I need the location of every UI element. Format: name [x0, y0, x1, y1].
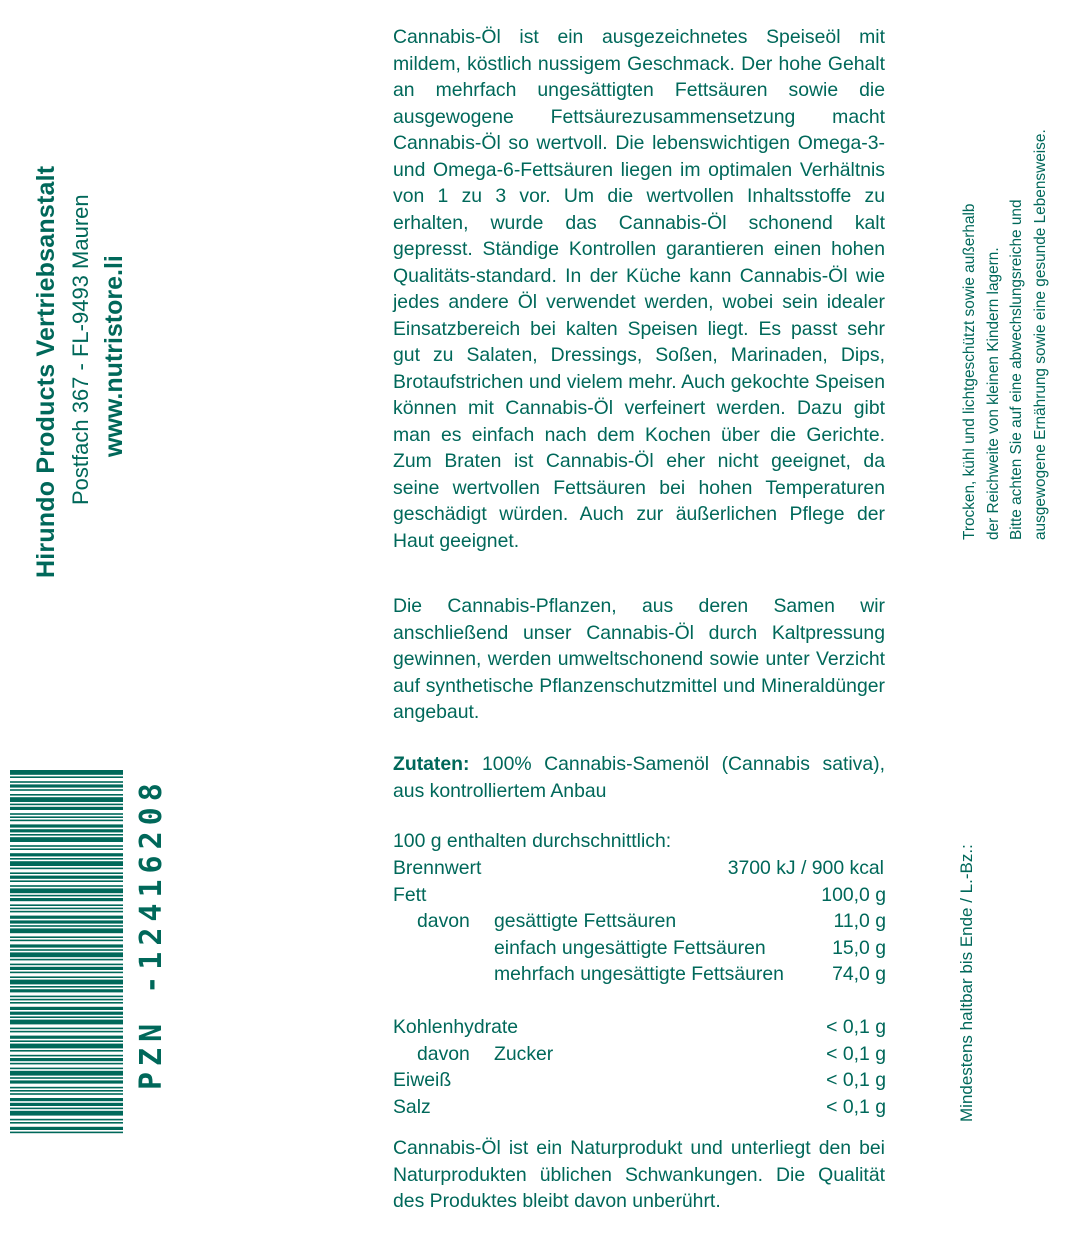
barcode-bar [10, 920, 123, 923]
barcode-bar [10, 845, 123, 847]
barcode-bar [10, 904, 123, 906]
barcode-bar [10, 1020, 123, 1025]
barcode-bar [10, 1132, 123, 1134]
barcode-bar [10, 848, 123, 850]
barcode-bar [10, 885, 123, 887]
barcode-bar [10, 813, 123, 815]
barcode-bar [10, 1050, 123, 1052]
barcode-bar [10, 1058, 123, 1061]
barcode-bar [10, 1098, 123, 1101]
barcode-bar [10, 853, 123, 856]
barcode-bar [10, 824, 123, 827]
barcode-bar [10, 999, 123, 1001]
barcode-bar [10, 1028, 123, 1030]
storage-line: Bitte achten Sie auf eine abwechslungsreiche und [1008, 199, 1025, 540]
barcode-bar [10, 794, 123, 796]
nutrition-heading: 100 g enthalten durchschnittlich: [393, 830, 672, 852]
barcode-bar [10, 908, 123, 910]
nutrition-row: davon gesättigte Fettsäuren 11,0 g [417, 910, 886, 932]
barcode-bar [10, 1002, 123, 1004]
barcode-bar [10, 949, 123, 951]
barcode-bar [10, 1040, 123, 1042]
barcode-bar [10, 952, 123, 957]
barcode-bar [10, 898, 123, 901]
barcode-bar [10, 1071, 123, 1076]
barcode-bar [10, 989, 123, 992]
barcode-bar [10, 816, 123, 818]
barcode-bar [10, 925, 123, 927]
barcode-bar [10, 916, 123, 919]
barcode-bar [10, 895, 123, 897]
barcode-bar [10, 807, 123, 810]
ingredients-text: 100% Cannabis-Samenöl (Cannabis sativa), aus kontrolliertem Anbau [393, 753, 885, 802]
barcode-bar [10, 1122, 123, 1124]
barcode-bar [10, 876, 123, 879]
nutrition-row: mehrfach ungesättigte Fettsäuren 74,0 g [494, 963, 886, 985]
barcode-bar [10, 1077, 123, 1079]
barcode-bar [10, 781, 123, 783]
barcode-bar [10, 1044, 123, 1049]
barcode-bar [10, 1063, 123, 1065]
barcode-bar [10, 858, 123, 860]
barcode-bar [10, 804, 123, 806]
barcode-bar [10, 1016, 123, 1018]
barcode-bar [10, 797, 123, 802]
barcode-bar [10, 820, 123, 822]
barcode-bar [10, 940, 123, 942]
nutrition-row: Kohlenhydrate < 0,1 g [393, 1016, 886, 1038]
barcode-bar [10, 1103, 123, 1106]
storage-line: ausgewogene Ernährung sowie eine gesunde Lebensweise. [1031, 129, 1049, 540]
nutrition-row: Salz < 0,1 g [393, 1096, 886, 1118]
barcode-bar [10, 976, 123, 978]
barcode-bar [10, 986, 123, 988]
barcode-bar [10, 1036, 123, 1039]
ingredients-label: Zutaten: [393, 753, 470, 775]
barcode-bar [10, 880, 123, 882]
barcode-bar [10, 1108, 123, 1110]
company-name: Hirundo Products Vertriebsanstalt [32, 165, 60, 578]
barcode-bar [10, 776, 123, 778]
barcode-bar [10, 928, 123, 933]
barcode-bar [10, 770, 123, 775]
barcode-bar [10, 959, 123, 961]
barcode-bar [10, 964, 123, 966]
company-website: www.nutristore.li [100, 255, 128, 457]
barcode-bar [10, 1093, 123, 1095]
barcode-bar [10, 911, 123, 913]
barcode-bar [10, 829, 123, 832]
barcode-bar [10, 888, 123, 893]
best-before-label: Mindestens haltbar bis Ende / L.-Bz.: [957, 844, 976, 1122]
barcode-bar [10, 1055, 123, 1057]
barcode-bar [10, 1031, 123, 1033]
nutrition-row: Fett 100,0 g [393, 884, 886, 906]
barcode-bar [10, 967, 123, 970]
barcode-bar [10, 861, 123, 866]
nutrition-row: davon Zucker < 0,1 g [417, 1043, 886, 1065]
description-paragraph-2: Die Cannabis-Pflanzen, aus deren Samen wir anschließend unser Cannabis-Öl durch Kaltpressung gewinnen, werden umweltschonend sowie unter Verzicht auf synthetische Pflanzenschutzmittel und Mineraldünger angebaut. [393, 595, 885, 723]
description-paragraph-1: Cannabis-Öl ist ein ausgezeichnetes Speiseöl mit mildem, köstlich nussigem Geschmack. Der hohe Gehalt an mehrfach ungesättigten Fettsäuren sowie die ausgewogene Fettsäurezusammensetzung macht Cannabis-Öl so wertvoll. Die lebenswichtigen Omega-3- und Omega-6-Fettsäuren liegen im optimalen Verhältnis von 1 zu 3 vor. Um die wertvollen Inhaltsstoffe zu erhalten, wurde das Cannabis-Öl schonend kalt gepresst. Ständige Kontrollen garantieren einen hohen Qualitäts-standard. In der Küche kann Cannabis-Öl wie jedes andere Öl verwendet werden, wobei sein idealer Einsatzbereich bei kalten Speisen liegt. Es passt sehr gut zu Salaten, Dressings, Soßen, Marinaden, Dips, Brotaufstrichen und vielem mehr. Auch gekochte Speisen können mit Cannabis-Öl verfeinert werden. Dazu gibt man es einfach nach dem Kochen über die Gerichte. Zum Braten ist Cannabis-Öl eher nicht geeignet, da seine wertvollen Fettsäuren bei hohen Temperaturen geschädigt würden. Auch zur äußerlichen Pflege der Haut geeignet. [393, 26, 885, 552]
barcode-bar [10, 789, 123, 791]
barcode-bar [10, 1068, 123, 1070]
barcode-bar [10, 996, 123, 998]
barcode-bar [10, 784, 123, 787]
barcode-bar [10, 1111, 123, 1116]
barcode-bar [10, 980, 123, 985]
storage-instructions [958, 129, 1052, 540]
barcode-bar [10, 1090, 123, 1092]
barcode-bar [10, 868, 123, 870]
barcode-bar [10, 1127, 123, 1130]
barcode-bar [10, 1087, 123, 1089]
barcode [10, 770, 123, 1134]
barcode-bar [10, 1007, 123, 1010]
nutrition-row: einfach ungesättigte Fettsäuren 15,0 g [494, 937, 886, 959]
barcode-bar [10, 1080, 123, 1083]
barcode-bar [10, 972, 123, 974]
nutrition-row: Eiweiß < 0,1 g [393, 1069, 886, 1091]
barcode-bar [10, 837, 123, 842]
company-address: Postfach 367 - FL-9493 Mauren [68, 194, 93, 505]
storage-line: Trocken, kühl und lichtgeschützt sowie außerhalb [961, 203, 978, 540]
barcode-bar [10, 872, 123, 874]
storage-line: der Reichweite von kleinen Kindern lagern. [984, 247, 1002, 540]
barcode-bar [10, 834, 123, 836]
nutrition-row: Brennwert 3700 kJ / 900 kcal [393, 857, 884, 879]
barcode-bar [10, 1012, 123, 1015]
barcode-bar [10, 1119, 123, 1121]
barcode-bar [10, 936, 123, 938]
pzn-number: PZN -12416208 [134, 777, 169, 1090]
barcode-bar [10, 944, 123, 947]
ingredients [393, 751, 885, 804]
disclaimer: Cannabis-Öl ist ein Naturprodukt und unterliegt den bei Naturprodukten üblichen Schwankungen. Die Qualität des Produktes bleibt davon unberührt. [393, 1137, 885, 1212]
